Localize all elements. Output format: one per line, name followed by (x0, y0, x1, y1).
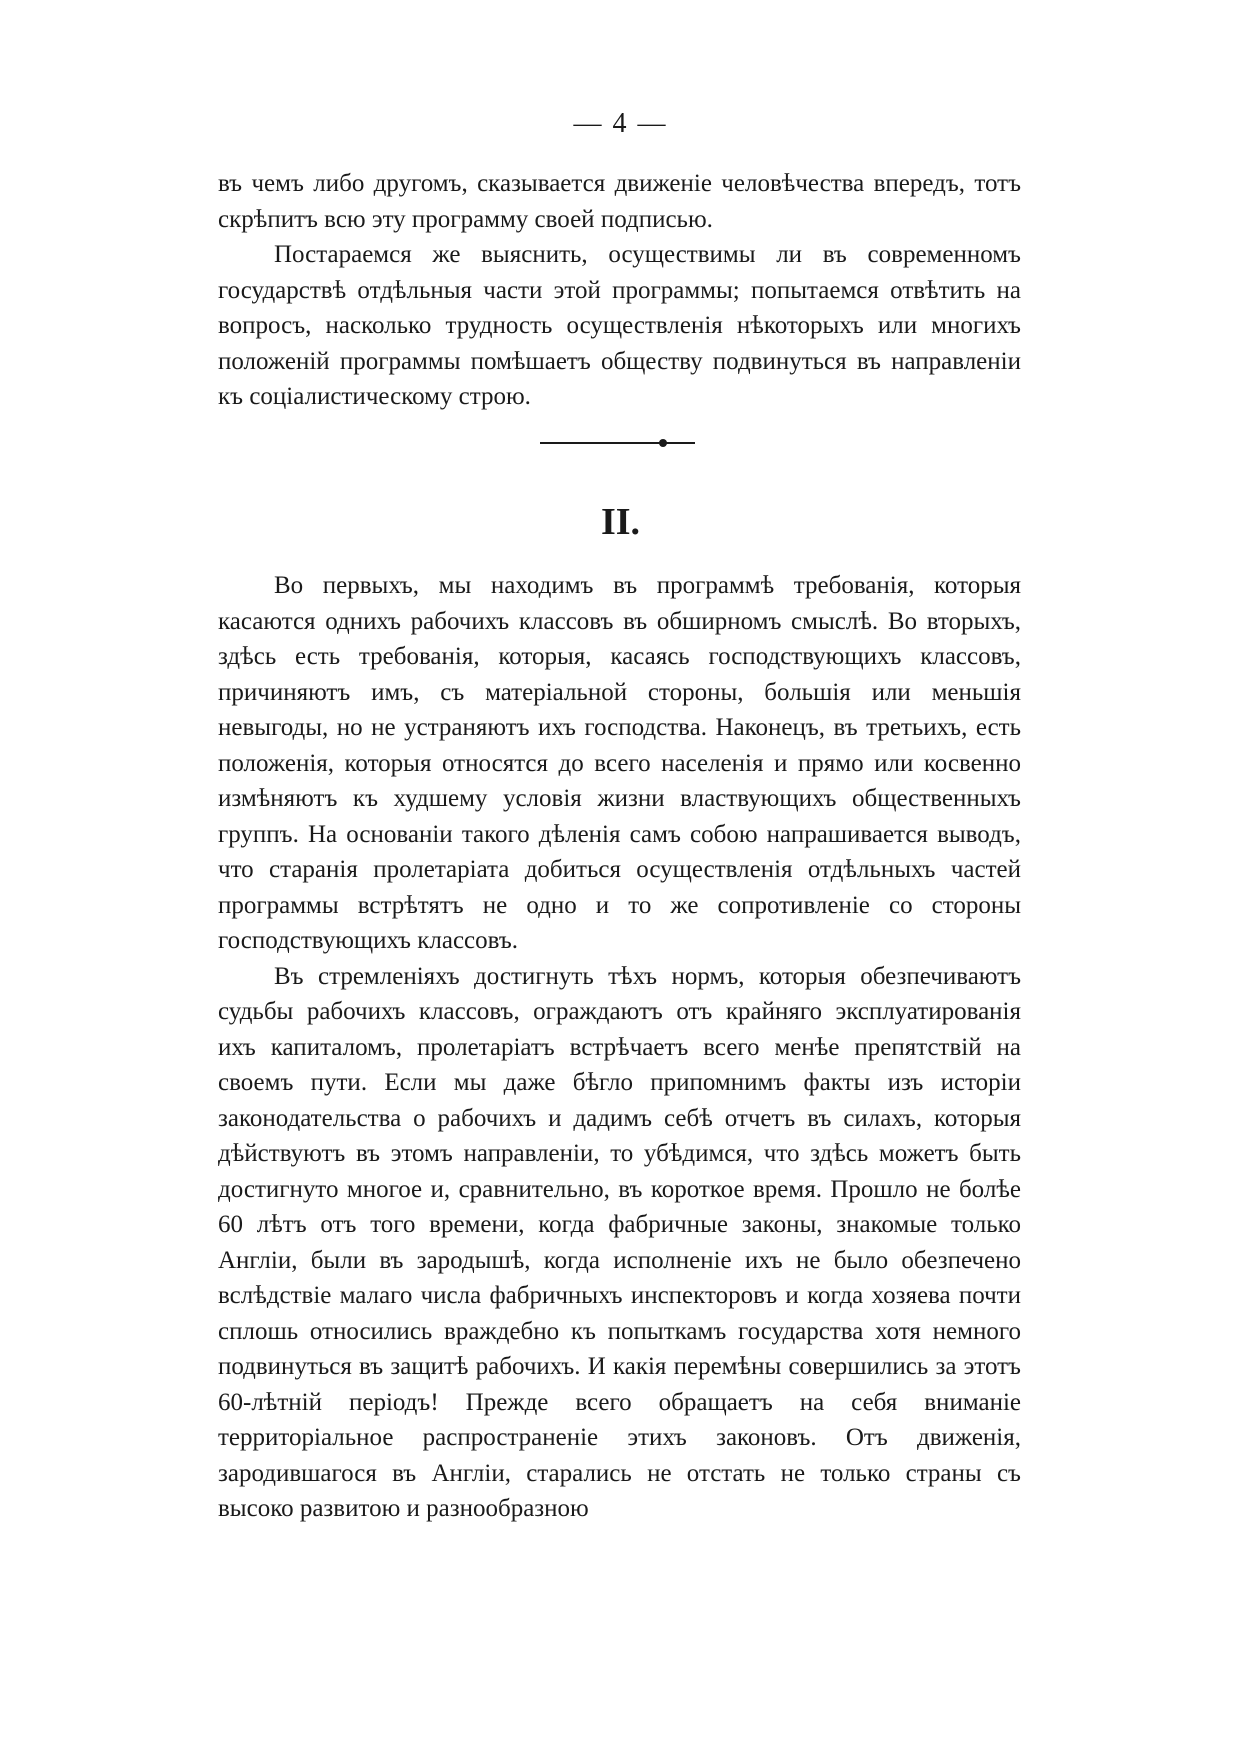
section-paragraph-1: Во первыхъ, мы находимъ въ программѣ требованія, которыя касаются однихъ рабочихъ классовъ въ обширномъ смыслѣ. Во вторыхъ, здѣсь есть требованія, которыя, касаясь господствующихъ классовъ, причиняютъ имъ, съ матеріальной стороны, большія или меньшія невыгоды, но не устраняютъ ихъ господства. Наконецъ, въ третьихъ, есть положенія, которыя относятся до всего населенія и прямо или косвенно измѣняютъ къ худшему условія жизни властвующихъ общественныхъ группъ. На основаніи такого дѣленія самъ собою напрашивается выводъ, что старанія пролетаріата добиться осуществленія отдѣльныхъ частей программы встрѣтятъ не одно и то же сопротивленіе со стороны господствующихъ классовъ. (218, 572, 1021, 954)
intro-paragraph-1: въ чемъ либо другомъ, сказывается движеніе человѣчества впередъ, тотъ скрѣпитъ всю эту программу своей подписью. (218, 170, 1021, 233)
intro-text-block (218, 166, 1021, 415)
intro-paragraph-2: Постараемся же выяснить, осуществимы ли въ современномъ государствѣ отдѣльныя части этой программы; попытаемся отвѣтить на вопросъ, насколько трудность осуществленія нѣкоторыхъ или многихъ положеній программы помѣшаетъ обществу подвинуться въ направленіи къ соціалистическому строю. (218, 241, 1021, 410)
section-text-block (218, 568, 1021, 1527)
page-number: — 4 — (573, 108, 668, 139)
section-divider (540, 442, 695, 444)
section-paragraph-2: Въ стремленіяхъ достигнуть тѣхъ нормъ, которыя обезпечиваютъ судьбы рабочихъ классовъ, ограждаютъ отъ крайняго эксплуатированія ихъ капиталомъ, пролетаріатъ встрѣчаетъ всего менѣе препятствій на своемъ пути. Если мы даже бѣгло припомнимъ факты изъ исторіи законодательства о рабочихъ и дадимъ себѣ отчетъ въ силахъ, которыя дѣйствуютъ въ этомъ направленіи, то убѣдимся, что здѣсь можетъ быть достигнуто многое и, сравнительно, въ короткое время. Прошло не болѣе 60 лѣтъ отъ того времени, когда фабричные законы, знакомые только Англіи, были въ зародышѣ, когда исполненіе ихъ не было обезпечено вслѣдствіе малаго числа фабричныхъ инспекторовъ и когда хозяева почти сплошь относились враждебно къ попыткамъ государства хотя немного подвинуться въ защитѣ рабочихъ. И какія перемѣны совершились за этотъ 60-лѣтній періодъ! Прежде всего обращаетъ на себя вниманіе территоріальное распространеніе этихъ законовъ. Отъ движенія, зародившагося въ Англіи, старались не отстать не только страны съ высоко развитою и разнообразною (218, 962, 1021, 1522)
section-heading: II. (600, 501, 641, 543)
